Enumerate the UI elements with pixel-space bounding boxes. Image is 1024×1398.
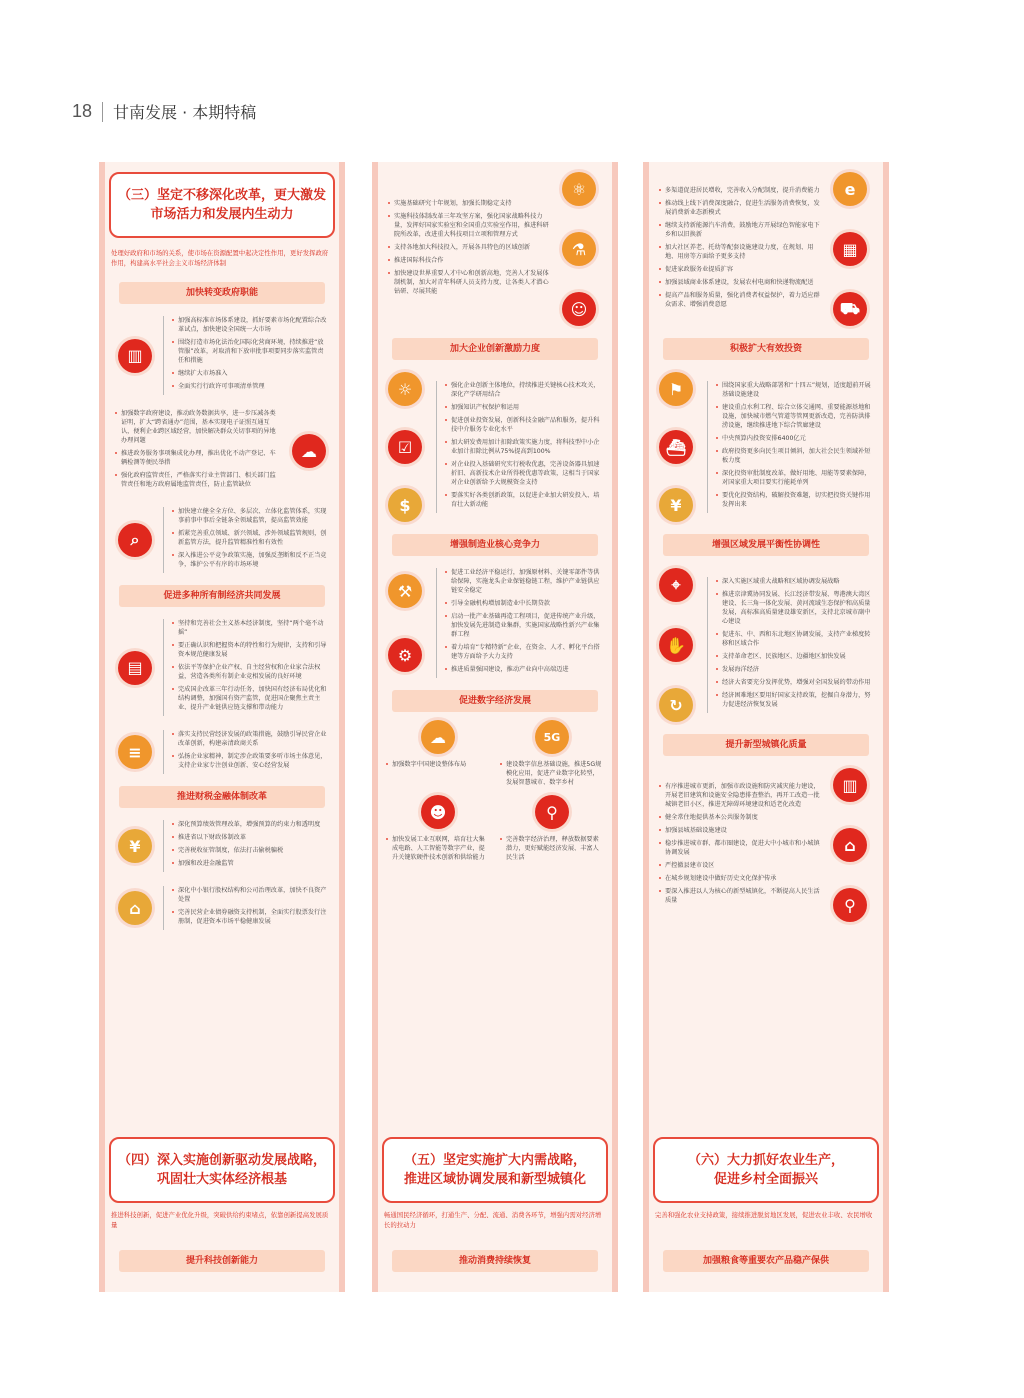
item-group (655, 564, 877, 726)
investment-icon: ¥ (659, 488, 693, 522)
list-item: 经济困难地区要用好国家支持政策，挖掘自身潜力，努力促进经济恢复发展 (716, 691, 873, 709)
list-item: 加大研发费用加计扣除政策实施力度，将科技型中小企业加计扣除比例从75%提高到100% (445, 438, 602, 456)
list-item: 继续支持新能源汽车消费，鼓励地方开展绿色智能家电下乡和以旧换新 (659, 221, 825, 239)
list-item: 加强数字政府建设，推动政务数据共享，进一步压减各类证明，扩大“跨省通办”范围，基本实现电子证照互通互认，便利企业跨区域经营，加快解决群众关切事项的异地办理问题 (115, 409, 281, 445)
shopping-icon: e (833, 172, 867, 206)
list-item: 推动线上线下消费深度融合，促进生活服务消费恢复，发展消费新业态新模式 (659, 199, 825, 217)
section-intro: 完善和强化农业支持政策，接续推进脱贫地区发展，促进农业丰收、农民增收 (655, 1211, 873, 1219)
list-item: 推进政务服务事项集成化办理，推出优化不动产登记、车辆检测等便民举措 (115, 449, 281, 467)
item-group (111, 312, 333, 399)
list-item: 促进创业投资发展，创新科技金融产品和服务，提升科技中介服务专业化水平 (445, 416, 602, 434)
section-title: （四）深入实施创新驱动发展战略， 巩固壮大实体经济根基 (117, 1153, 326, 1187)
item-group (655, 168, 877, 330)
building-icon: ▦ (833, 232, 867, 266)
list-item: 在城乡规划建设中做好历史文化保护传承 (659, 874, 825, 883)
page-number: 18 (72, 101, 93, 121)
list-item: 继续扩大市场准入 (172, 369, 329, 378)
subsection-band: 推动消费持续恢复 (392, 1250, 598, 1272)
list-item: 推进质量强国建设，推动产业向中高端迈进 (445, 665, 602, 674)
money-bag-icon: $ (388, 488, 422, 522)
train-icon: ⛴ (659, 430, 693, 464)
cycle-icon: ↻ (659, 688, 693, 722)
column-innovation (372, 162, 618, 1292)
list-item: 深入实施区域重大战略和区域协调发展战略 (716, 577, 873, 586)
cloud-icon: ☁ (292, 434, 326, 468)
subsection-band: 加大企业创新激励力度 (392, 338, 598, 360)
column-reform (99, 162, 345, 1292)
atom-icon: ⚛ (562, 172, 596, 206)
chart-icon: ▤ (118, 651, 152, 685)
government-icon: ▥ (118, 339, 152, 373)
subsection-band: 提升新型城镇化质量 (663, 734, 869, 756)
item-group (384, 368, 606, 526)
network-icon: ⚲ (535, 795, 569, 829)
section-intro: 推进科技创新，促进产业优化升级，突破供给约束堵点，依靠创新提高发展质量 (111, 1211, 329, 1229)
list-item: 推进国际科技合作 (388, 256, 554, 265)
bank-icon: ⌂ (118, 891, 152, 925)
house-icon: ⌂ (833, 828, 867, 862)
list-item: 围绕打造市场化法治化国际化营商环境，持续推进“放管服”改革，对取消和下放审批事项要同步落实监管责任和措施 (172, 338, 329, 365)
section-title-box (653, 1137, 879, 1203)
list-item: 对企业投入基础研究实行税收优惠，完善设备器具加速折旧、高新技术企业所得税优惠等政策，这相当于国家对企业创新给予大规模资金支持 (445, 460, 602, 487)
subsection-band: 促进多种所有制经济共同发展 (119, 585, 325, 607)
item-group (111, 615, 333, 720)
list-item: 深化预算绩效管理改革，增强预算的约束力和透明度 (172, 820, 329, 829)
map-icon: ⌖ (659, 568, 693, 602)
subsection-band: 增强区域发展平衡性协调性 (663, 534, 869, 556)
list-item: 围绕国家重大战略部署和“十四五”规划，适度超前开展基础设施建设 (716, 381, 873, 399)
list-item: 稳步推进城市群、都市圈建设，促进大中小城市和小城镇协调发展 (659, 839, 825, 857)
list-item: 完善民营企业债券融资支持机制，全面实行股票发行注册制，促进资本市场平稳健康发展 (172, 908, 329, 926)
list-item: 支持革命老区、民族地区、边疆地区加快发展 (716, 652, 873, 661)
checklist-icon: ☑ (388, 430, 422, 464)
page-header (72, 100, 256, 123)
list-item: 加强县城基础设施建设 (659, 826, 825, 835)
5g-icon: 5G (535, 720, 569, 754)
list-item: 抓紧完善重点领域、新兴领域、涉外领域监管规则，创新监管方法，提升监管精准性和有效性 (172, 529, 329, 547)
list-item: 要正确认识和把握资本的特性和行为规律，支持和引导资本规范健康发展 (172, 641, 329, 659)
item-group (655, 764, 877, 926)
subsection-band: 增强制造业核心竞争力 (392, 534, 598, 556)
list-item: 坚持和完善社会主义基本经济制度，坚持“两个毫不动摇” (172, 619, 329, 637)
list-item: 加强县域商业体系建设，发展农村电商和快递物流配送 (659, 278, 825, 287)
subsection-band: 加强粮食等重要农产品稳产保供 (663, 1250, 869, 1272)
list-item: 促进工业经济平稳运行，加强原材料、关键零部件等供给保障，实施龙头企业保链稳链工程，维护产业链供应链安全稳定 (445, 568, 602, 595)
list-item: 支持各地加大科技投入，开展各具特色的区域创新 (388, 243, 554, 252)
list-item: 引导金融机构增加制造业中长期贷款 (445, 599, 602, 608)
list-item: 依法平等保护企业产权、自主经营权和企业家合法权益，营造各类所有制企业竞相发展的良好环境 (172, 663, 329, 681)
item-group (384, 168, 606, 330)
subsection-band: 积极扩大有效投资 (663, 338, 869, 360)
list-item: 加大社区养老、托幼等配套设施建设力度，在规划、用地、用房等方面给予更多支持 (659, 243, 825, 261)
item-group (655, 368, 877, 526)
subsection-band: 推进财税金融体制改革 (119, 786, 325, 808)
list-item: 深入推进公平竞争政策实施，加强反垄断和反不正当竞争，维护公平有序的市场环境 (172, 551, 329, 569)
digital-grid: ☁ 加强数字中国建设整体布局 5G 建设数字信息基础设施，推进5G规模化应用，促进产业数字化转型，发展智慧城市、数字乡村 ☻ 加快发展工业互联网，培育壮大集成电路、人工智能等数字产业，提升关键软硬件技术创新和供给能力 ⚲ 完善数字经济治理，释放数据要素潜力，更好赋能经济发展、丰富人民生活 (386, 720, 604, 866)
list-item: 实施基础研究十年规划，加强长期稳定支持 (388, 199, 554, 208)
section-title-box (109, 1137, 335, 1203)
list-item: 加快建设世界重要人才中心和创新高地，完善人才发展体制机制，加大对青年科研人员支持力度，让各类人才潜心钻研、尽展其能 (388, 269, 554, 296)
section-intro: 畅通国民经济循环，打通生产、分配、流通、消费各环节，增强内需对经济增长的拉动力 (384, 1211, 602, 1229)
ai-head-icon: ☻ (421, 795, 455, 829)
header-divider (102, 102, 103, 122)
list-item: 有序推进城市更新，加强市政设施和防灾减灾能力建设，开展老旧建筑和设施安全隐患排查整治，再开工改造一批城镇老旧小区，推进无障碍环境建设和适老化改造 (659, 782, 825, 809)
item-group (111, 816, 333, 876)
column-demand (643, 162, 889, 1292)
section-title: （五）坚定实施扩大内需战略， 推进区域协调发展和新型城镇化 (403, 1153, 586, 1187)
location-icon: ⚲ (833, 888, 867, 922)
cloud-network-icon: ☁ (421, 720, 455, 754)
item-group (384, 564, 606, 682)
list-item: 加强高标准市场体系建设，抓好要素市场化配置综合改革试点，加快建设全国统一大市场 (172, 316, 329, 334)
subsection-band: 提升科技创新能力 (119, 1250, 325, 1272)
list-item: 加快建立健全全方位、多层次、立体化监管体系，实现事前事中事后全链条全领域监管，提高监管效能 (172, 507, 329, 525)
list-item: 推进省以下财政体制改革 (172, 833, 329, 842)
list-item: 提高产品和服务质量，强化消费者权益保护，着力适应群众需求、增强消费意愿 (659, 291, 825, 309)
subsection-band: 促进数字经济发展 (392, 690, 598, 712)
yuan-icon: ¥ (118, 829, 152, 863)
list-item: 弘扬企业家精神，制定涉企政策要多听市场主体意见，支持企业家专注创业创新、安心经营发展 (172, 752, 329, 770)
document-icon: ≡ (118, 735, 152, 769)
list-item: 推进京津冀协同发展、长江经济带发展、粤港澳大湾区建设、长三角一体化发展、黄河流域生态保护和高质量发展，高标准高质量建设雄安新区，支持北京城市副中心建设 (716, 590, 873, 626)
list-item: 实施科技体制改革三年攻坚方案，强化国家战略科技力量，发挥好国家实验室和全国重点实验室作用，推进科研院所改革，改进重大科技项目立项和管理方式 (388, 212, 554, 239)
list-item: 启动一批产业基础再造工程项目，促进传统产业升级，加快发展先进制造业集群，实施国家战略性新兴产业集群工程 (445, 612, 602, 639)
list-item: 政府投资更多向民生项目倾斜，加大社会民生领域补短板力度 (716, 447, 873, 465)
list-item: 完善税收征管制度，依法打击偷税骗税 (172, 846, 329, 855)
list-item: 要深入推进以人为核心的新型城镇化，不断提高人民生活质量 (659, 887, 825, 905)
list-item: 深化中小银行股权结构和公司治理改革，加快不良资产处置 (172, 886, 329, 904)
list-item: 深化投资审批制度改革，做好用地、用能等要素保障，对国家重大项目要实行能耗单列 (716, 469, 873, 487)
list-item: 完成国企改革三年行动任务，加快国有经济布局优化和结构调整，加强国有资产监管，促进国企聚焦主责主业、提升产业链供应链支撑和带动能力 (172, 685, 329, 712)
list-item: 严控撤县建市设区 (659, 861, 825, 870)
item-group (111, 726, 333, 778)
list-item: 落实支持民营经济发展的政策措施，鼓励引导民营企业改革创新，构建亲清政商关系 (172, 730, 329, 748)
list-item: 建设重点水利工程、综合立体交通网、重要能源基地和设施，加快城市燃气管道等管网更新改造，完善防洪排涝设施，继续推进地下综合管廊建设 (716, 403, 873, 430)
list-item: 着力培育“专精特新”企业，在资金、人才、孵化平台搭建等方面给予大力支持 (445, 643, 602, 661)
list-item: 加强和改进金融监管 (172, 859, 329, 868)
item-group (111, 405, 333, 497)
delivery-icon: ⛟ (833, 292, 867, 326)
list-item: 强化企业创新主体地位，持续推进关键核心技术攻关，深化产学研用结合 (445, 381, 602, 399)
list-item: 要优化投资结构，破解投资难题，切实把投资关键作用发挥出来 (716, 491, 873, 509)
gear-icon: ⚙ (388, 638, 422, 672)
item-group (111, 882, 333, 934)
list-item: 加强知识产权保护和运用 (445, 403, 602, 412)
city-icon: ▥ (833, 768, 867, 802)
crane-icon: ⚑ (659, 372, 693, 406)
item-group (111, 503, 333, 577)
list-item: 经济大省要充分发挥优势，增强对全国发展的带动作用 (716, 678, 873, 687)
list-item: 促进家政服务业提质扩容 (659, 265, 825, 274)
section-title-box (109, 172, 335, 238)
search-icon: ⌕ (118, 523, 152, 557)
handshake-icon: ✋ (659, 628, 693, 662)
list-item: 健全常住地提供基本公共服务制度 (659, 813, 825, 822)
list-item: 强化政府监管责任，严格落实行业主管部门、相关部门监管责任和地方政府属地监管责任，防止监管缺位 (115, 471, 281, 489)
subsection-band: 加快转变政府职能 (119, 282, 325, 304)
list-item: 全面实行行政许可事项清单管理 (172, 382, 329, 391)
lightbulb-icon: ☼ (388, 372, 422, 406)
section-intro: 处理好政府和市场的关系，使市场在资源配置中起决定性作用，更好发挥政府作用，构建高水平社会主义市场经济体制 (111, 249, 329, 267)
section-title: （三）坚定不移深化改革，更大激发 市场活力和发展内生动力 (117, 188, 326, 222)
section-title-box (382, 1137, 608, 1203)
list-item: 中央预算内投资安排6400亿元 (716, 434, 873, 443)
list-item: 发展海洋经济 (716, 665, 873, 674)
section-title: （六）大力抓好农业生产， 促进乡村全面振兴 (687, 1153, 844, 1187)
list-item: 要落实好各类创新政策，以促进企业加大研发投入、培育壮大新动能 (445, 491, 602, 509)
list-item: 促进东、中、西和东北地区协调发展，支持产业梯度转移和区域合作 (716, 630, 873, 648)
list-item: 多渠道促进居民增收，完善收入分配制度，提升消费能力 (659, 186, 825, 195)
flask-icon: ⚗ (562, 232, 596, 266)
factory-icon: ⚒ (388, 574, 422, 608)
page-title: 甘南发展 · 本期特稿 (113, 103, 257, 122)
scientist-icon: ☺ (562, 292, 596, 326)
